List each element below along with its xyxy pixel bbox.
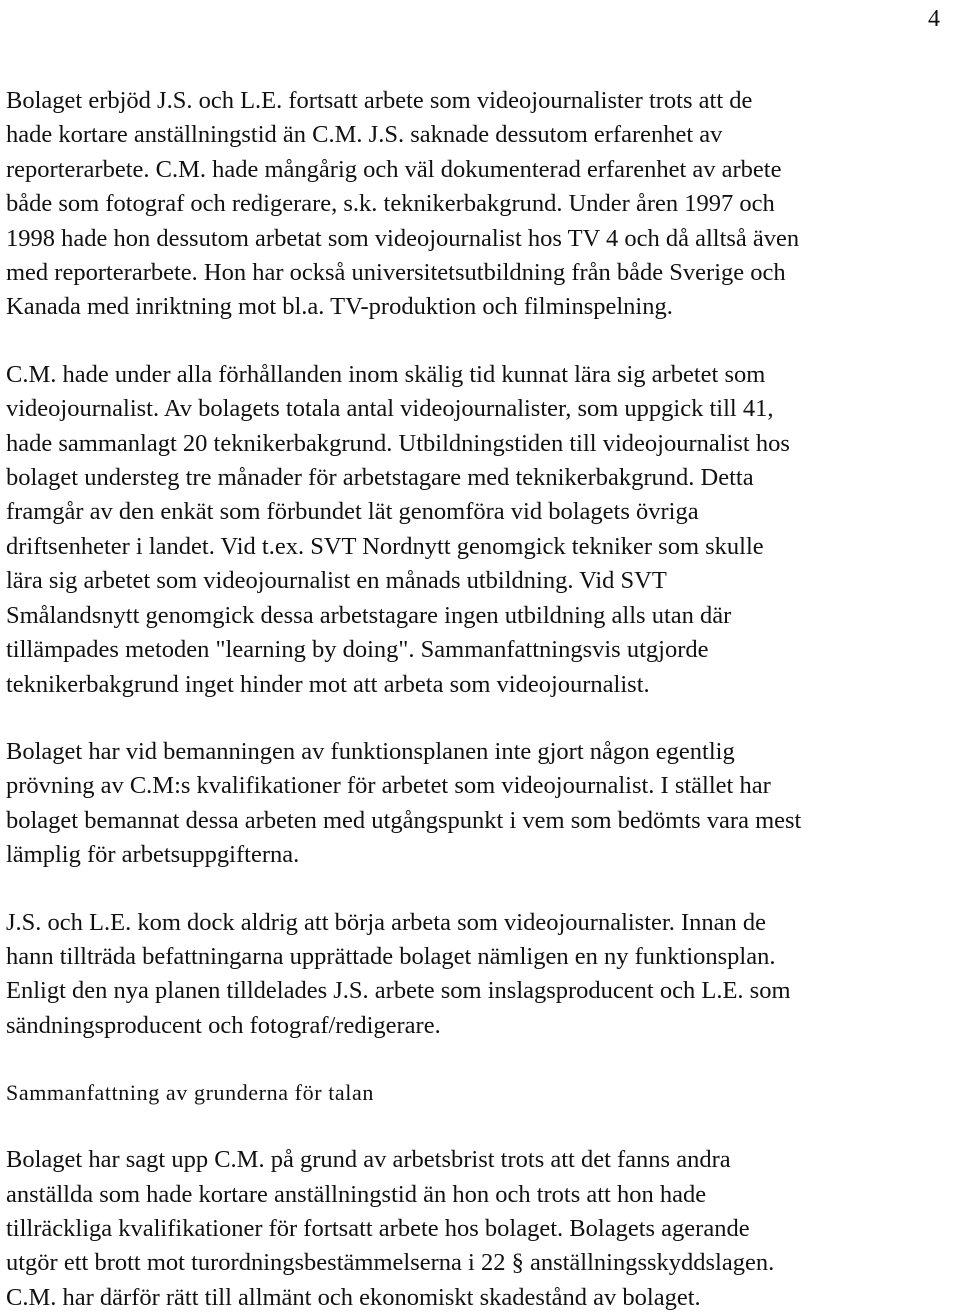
page-number: 4 <box>928 6 940 32</box>
paragraph-spacer <box>6 702 960 735</box>
paragraph-spacer <box>6 1043 960 1076</box>
document-body <box>6 84 960 1315</box>
paragraph-spacer <box>6 1110 960 1143</box>
paragraph-spacer <box>6 873 960 906</box>
paragraph-staffing: Bolaget har vid bemanningen av funktionsplanen inte gjort någon egentlig prövning av C.M:s kvalifikationer för arbetet som videojournalist. I stället har bolaget bemannat dessa arbeten med utgångspunkt i vem som bedömts vara mest lämplig för arbetsuppgifterna. <box>6 737 802 869</box>
paragraph-training: C.M. hade under alla förhållanden inom skälig tid kunnat lära sig arbetet som videojournalist. Av bolagets totala antal videojournalister, som uppgick till 41, hade sammanlagt 20 teknikerbakgrund. Utbildningstiden till videojournalist hos bolaget understeg tre månader för arbetstagare med teknikerbakgrund. Detta framgår av den enkät som förbundet lät genomföra vid bolagets övriga driftsenheter i landet. Vid t.ex. SVT Nordnytt genomgick tekniker som skulle lära sig arbetet som videojournalist en månads utbildning. Vid SVT Smålandsnytt genomgick dessa arbetstagare ingen utbildning alls utan där tillämpades metoden "learning by doing". Sammanfattningsvis utgjorde teknikerbakgrund inget hinder mot att arbeta som videojournalist. <box>6 360 790 698</box>
paragraph-summary: Bolaget har sagt upp C.M. på grund av arbetsbrist trots att det fanns andra anställda som hade kortare anställningstid än hon och trots att hon hade tillräckliga kvalifikationer för fortsatt arbete hos bolaget. Bolagets agerande utgör ett brott mot turordningsbestämmelserna i 22 § anställningsskyddslagen. C.M. har därför rätt till allmänt och ekonomiskt skadestånd av bolaget. <box>6 1146 775 1311</box>
paragraph-new-plan: J.S. och L.E. kom dock aldrig att börja arbeta som videojournalister. Innan de hann tillträda befattningarna upprättade bolaget nämligen en ny funktionsplan. Enligt den nya planen tilldelades J.S. arbete som inslagsproducent och L.E. som sändningsproducent och fotograf/redigerare. <box>6 908 791 1039</box>
paragraph-employment-offer: Bolaget erbjöd J.S. och L.E. fortsatt arbete som videojournalister trots att de hade kortare anställningstid än C.M. J.S. saknade dessutom erfarenhet av reporterarbete. C.M. hade mångårig och väl dokumenterad erfarenhet av arbete både som fotograf och redigerare, s.k. teknikerbakgrund. Under åren 1997 och 1998 hade hon dessutom arbetat som videojournalist hos TV 4 och då alltså även med reporterarbete. Hon har också universitetsutbildning från både Sverige och Kanada med inriktning mot bl.a. TV-produktion och filminspelning. <box>6 87 800 321</box>
section-heading: Sammanfattning av grunderna för talan <box>6 1080 374 1106</box>
paragraph-spacer <box>6 325 960 358</box>
